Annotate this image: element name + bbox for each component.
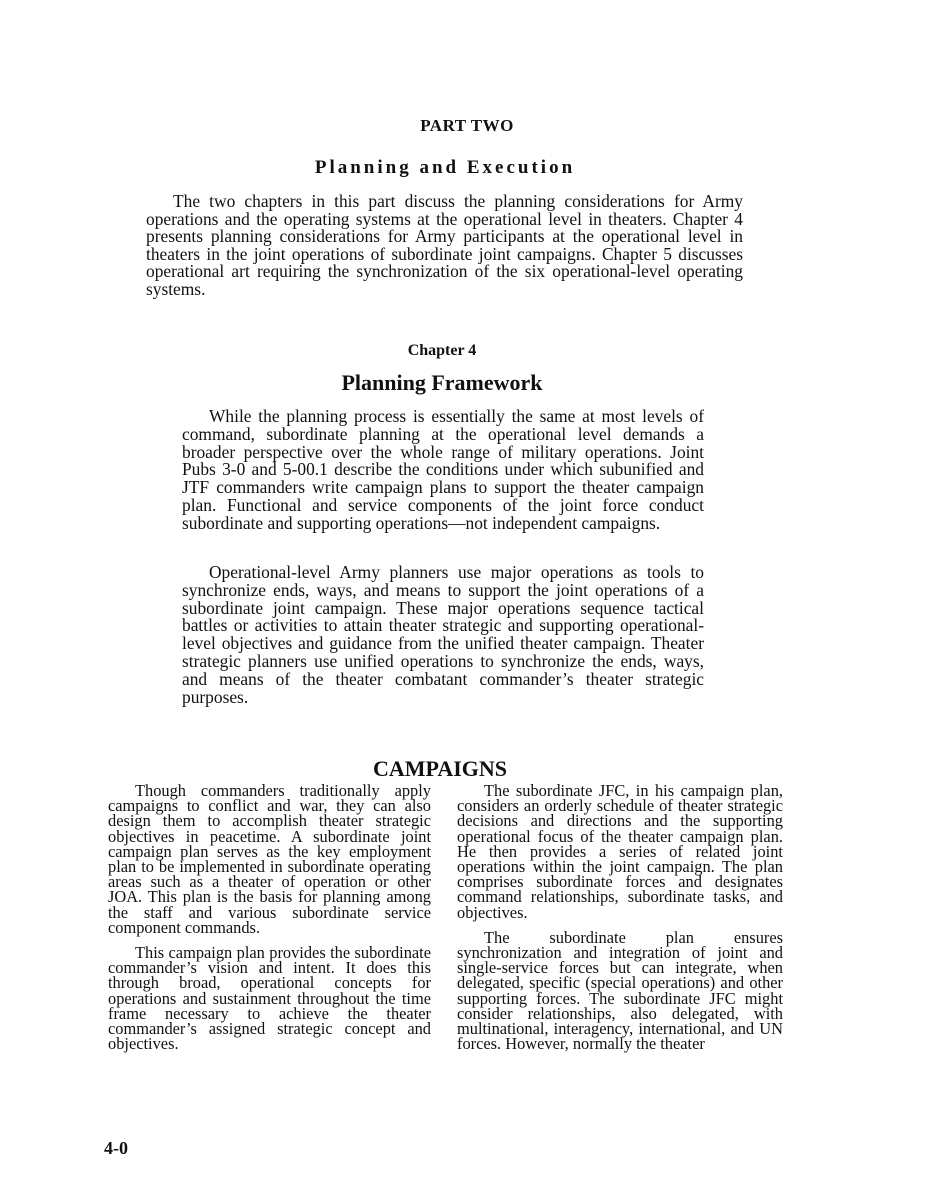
right-column [457, 783, 783, 1061]
left-column-paragraph-2: This campaign plan provides the subordinate commander’s vision and intent. It does this through broad, operational concepts for operations and sustainment throughout the time frame necessary to achieve the theater commander’s assigned strategic concept and objectives. [108, 943, 431, 1054]
part-intro-paragraph: The two chapters in this part discuss the planning considerations for Army operations and the operating systems at the operational level in theaters. Chapter 4 presents planning considerations for Army participants at the operational level in theaters in the joint operations of subordinate joint campaigns. Chapter 5 discusses operational art requiring the synchronization of the six operational-level operating systems. [146, 191, 743, 299]
chapter-title: Planning Framework [341, 370, 543, 395]
left-column-paragraph-1: Though commanders traditionally apply campaigns to conflict and war, they can also design them to accomplish theater strategic objectives in peacetime. A subordinate joint campaign plan serves as the key employment plan to be implemented in subordinate operating areas such as a theater of operation or other JOA. This plan is the basis for planning among the staff and various subordinate service component commands. [108, 781, 431, 937]
chapter-label: Chapter 4 [407, 342, 477, 359]
chapter-paragraph-1: While the planning process is essentially the same at most levels of command, subordinate planning at the operational level demands a broader perspective over the whole range of military operations. Joint Pubs 3-0 and 5-00.1 describe the conditions under which subunified and JTF commanders write campaign plans to support the theater campaign plan. Functional and service components of the joint force conduct subordinate and supporting operations—not independent campaigns. [182, 406, 704, 533]
part-title: Planning and Execution [314, 157, 576, 178]
right-column-paragraph-1: The subordinate JFC, in his campaign plan, considers an orderly schedule of theater strategic decisions and directions and the supporting operational focus of the theater campaign plan. He then provides a series of related joint operations within the joint campaign. The plan comprises subordinate forces and designates command relationships, subordinate tasks, and objectives. [457, 781, 783, 922]
left-column [108, 783, 431, 1061]
right-column-paragraph-2: The subordinate plan ensures synchronization and integration of joint and single-service forces but can integrate, when delegated, specific (special operations) and other supporting forces. The subordinate JFC might consider relationships, also delegated, with multinational, interagency, international, and UN forces. However, normally the theater [457, 927, 783, 1054]
part-label: PART TWO [420, 116, 514, 135]
chapter-paragraph-2: Operational-level Army planners use major operations as tools to synchronize ends, ways, and means to support the joint operations of a subordinate joint campaign. These major operations sequence tactical battles or activities to attain theater strategic and supporting operational-level objectives and guidance from the unified theater campaign. Theater strategic planners use unified operations to synchronize the ends, ways, and means of the theater combatant commander’s theater strategic purposes. [182, 562, 704, 707]
page-number: 4-0 [104, 1138, 128, 1158]
section-title: CAMPAIGNS [372, 756, 508, 781]
